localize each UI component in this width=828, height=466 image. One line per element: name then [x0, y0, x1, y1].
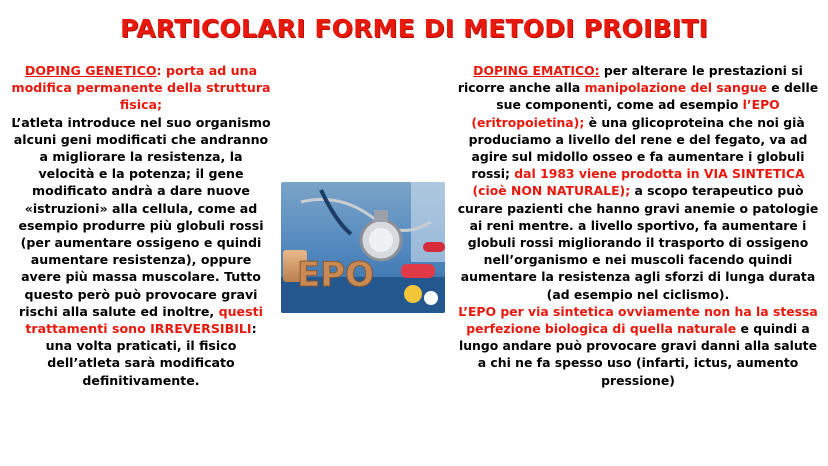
doping-ematico-conclusion: e quindi a lungo andare può provocare gravi danni alla salute a chi ne fa spesso uso (infarti, ictus, aumento pressione)	[458, 321, 818, 388]
epo-stethoscope-icon	[281, 182, 445, 313]
doping-genetico-conclusion: : una volta praticati, il fisico dell’atleta sarà modificato definitivamente.	[45, 321, 257, 388]
page-title: PARTICOLARI FORME DI METODI PROIBITI	[119, 14, 709, 43]
doping-genetico-warning: questi trattamenti sono IRREVERSIBILI	[25, 303, 263, 337]
epo-label: EPO	[297, 255, 375, 295]
doping-genetico-body: L’atleta introduce nel suo organismo alcuni geni modificati che andranno a migliorare la resistenza, la velocità e la potenza; il gene modificato andrà a dare nuove «istruzioni» alla cellula, come ad esempio produrre più globuli rossi (per aumentare ossigeno e quindi aumentare resistenza), oppure avere più massa muscolare. Tutto questo però può provocare gravi rischi alla salute ed inoltre,	[11, 114, 271, 319]
epo-photo	[281, 182, 445, 313]
doping-genetico-colon: :	[156, 63, 162, 78]
doping-ematico-text-2: e delle sue componenti, come ad esempio	[496, 80, 819, 113]
doping-genetico-intro: porta ad una modifica permanente della struttura fisica;	[11, 63, 271, 113]
doping-ematico-heading: DOPING EMATICO:	[473, 63, 600, 78]
doping-ematico-text-1: per alterare le prestazioni si ricorre anche alla	[457, 63, 803, 96]
doping-ematico-text-4: a scopo terapeutico può curare pazienti che hanno gravi anemie o patologie ai reni mentre. a livello sportivo, fa aumentare i globuli rossi migliorando il trasporto di ossigeno nell’organismo e nei muscoli facendo quindi aumentare la resistenza agli sforzi di lunga durata (ad esempio nel ciclismo).	[457, 183, 819, 302]
via-sintetica-highlight: dal 1983 viene prodotta in VIA SINTETICA (cioè NON NATURALE);	[472, 166, 805, 199]
doping-ematico-column	[454, 62, 822, 389]
epo-sintetica-warning: L’EPO per via sintetica ovviamente non ha la stessa perfezione biologica di quella naturale	[458, 303, 818, 337]
doping-genetico-column	[10, 62, 272, 389]
epo-highlight: l’EPO (eritropoietina);	[471, 97, 780, 130]
doping-ematico-text-3: è una glicoproteina che noi già produciamo a livello del rene e del fegato, va ad agire sul midollo osseo e fa aumentare i globuli rossi;	[468, 114, 808, 182]
manipolazione-sangue-highlight: manipolazione del sangue	[584, 80, 767, 96]
doping-genetico-heading: DOPING GENETICO	[24, 63, 157, 78]
